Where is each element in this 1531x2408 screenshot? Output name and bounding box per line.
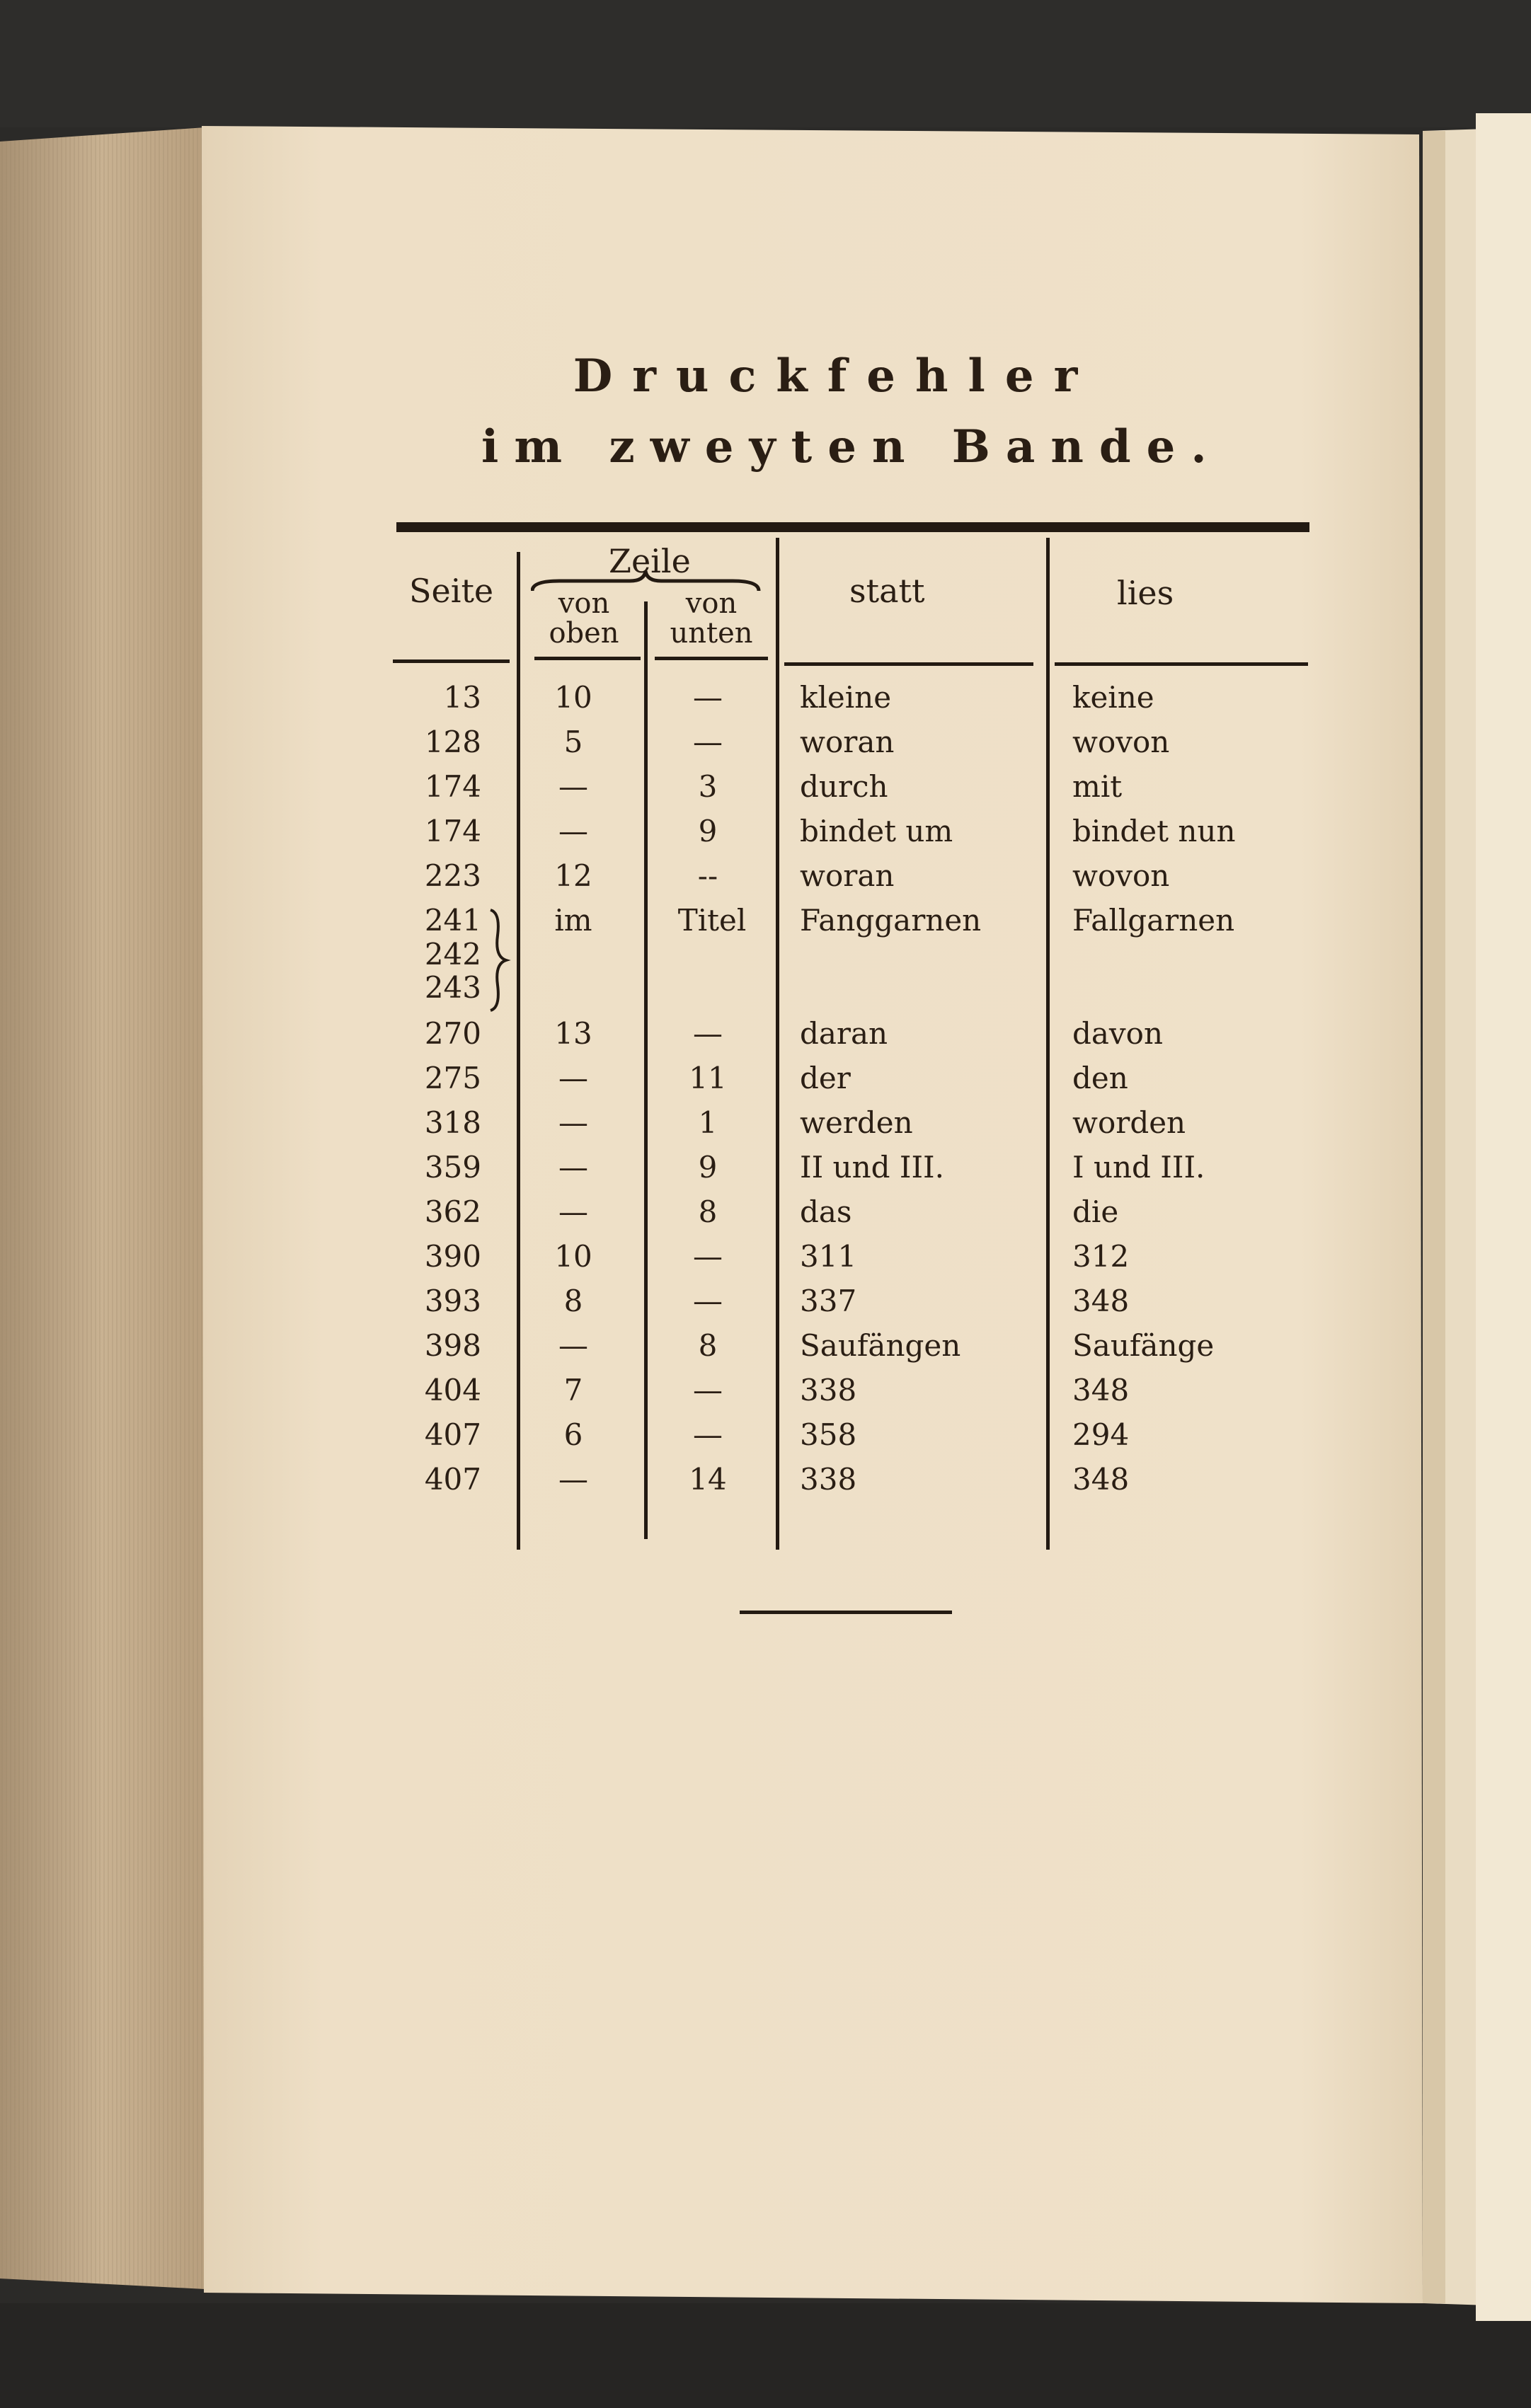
cell-von-oben: 6 bbox=[563, 1417, 583, 1452]
pages-brace bbox=[485, 907, 513, 1013]
cell-lies: davon bbox=[1072, 1016, 1163, 1051]
cell-statt: 338 bbox=[800, 1373, 857, 1407]
cell-von-unten: 1 bbox=[698, 1105, 718, 1140]
cell-statt: 358 bbox=[800, 1417, 857, 1452]
cell-lies: 348 bbox=[1072, 1373, 1130, 1407]
cell-seite: 223 bbox=[424, 858, 481, 893]
cell-lies: wovon bbox=[1072, 858, 1170, 893]
cell-von-oben: — bbox=[558, 769, 588, 804]
cell-von-unten: 8 bbox=[698, 1194, 718, 1229]
header-von-oben-2: oben bbox=[549, 617, 619, 650]
cell-von-oben: 5 bbox=[563, 725, 583, 759]
cell-seite: 318 bbox=[424, 1105, 481, 1140]
cell-statt: Fanggarnen bbox=[800, 903, 982, 938]
cell-von-oben: 10 bbox=[554, 680, 592, 715]
header-seite: Seite bbox=[409, 572, 494, 610]
cell-lies: Saufänge bbox=[1072, 1328, 1215, 1363]
cell-von-oben: — bbox=[558, 1462, 588, 1497]
cell-von-unten: — bbox=[693, 1417, 723, 1452]
header-rule-statt bbox=[784, 662, 1033, 666]
cell-von-oben: — bbox=[558, 1061, 588, 1095]
cell-lies: die bbox=[1072, 1194, 1119, 1229]
cell-von-unten: — bbox=[693, 1239, 723, 1274]
header-statt: statt bbox=[849, 572, 925, 610]
header-lies: lies bbox=[1117, 574, 1174, 612]
cell-statt: Saufängen bbox=[800, 1328, 961, 1363]
cell-von-unten: 9 bbox=[698, 1150, 718, 1185]
header-von-oben-1: von bbox=[558, 587, 610, 620]
cell-seite: 362 bbox=[424, 1194, 481, 1229]
cell-von-unten: — bbox=[693, 1284, 723, 1318]
header-rule-oben bbox=[534, 657, 641, 660]
cell-von-unten: 8 bbox=[698, 1328, 718, 1363]
cell-von-oben: 12 bbox=[554, 858, 592, 893]
cell-lies: mit bbox=[1072, 769, 1123, 804]
page-title: Druckfehler bbox=[573, 350, 1098, 403]
cell-von-oben: 8 bbox=[563, 1284, 583, 1318]
cell-seite: 407 bbox=[424, 1462, 481, 1497]
cell-seite: 404 bbox=[424, 1373, 481, 1407]
cell-lies: Fallgarnen bbox=[1072, 903, 1235, 938]
cell-seite: 128 bbox=[424, 725, 481, 759]
cell-seite: 359 bbox=[424, 1150, 481, 1185]
cell-statt: durch bbox=[800, 769, 888, 804]
cell-statt: woran bbox=[800, 725, 895, 759]
cell-statt: bindet um bbox=[800, 814, 953, 848]
cell-von-unten: — bbox=[693, 1016, 723, 1051]
cell-seite: 398 bbox=[424, 1328, 481, 1363]
cell-lies: worden bbox=[1072, 1105, 1186, 1140]
cell-seite: 390 bbox=[424, 1239, 481, 1274]
cell-von-unten: 14 bbox=[689, 1462, 727, 1497]
cell-von-oben: — bbox=[558, 1105, 588, 1140]
cell-seite: 242 bbox=[424, 937, 481, 972]
header-von-unten-1: von bbox=[685, 587, 738, 620]
cell-lies: bindet nun bbox=[1072, 814, 1236, 848]
cell-statt: 337 bbox=[800, 1284, 857, 1318]
header-zeile: Zeile bbox=[609, 542, 691, 580]
cell-von-unten: 9 bbox=[698, 814, 718, 848]
table-top-rule bbox=[396, 522, 1309, 532]
cell-lies: 312 bbox=[1072, 1239, 1130, 1274]
cell-seite: 407 bbox=[424, 1417, 481, 1452]
page-subtitle: im zweyten Bande. bbox=[481, 420, 1222, 473]
cell-seite: 174 bbox=[424, 814, 481, 848]
header-rule-unten bbox=[655, 657, 768, 660]
cell-lies: wovon bbox=[1072, 725, 1170, 759]
cell-lies: den bbox=[1072, 1061, 1128, 1095]
cell-von-oben: — bbox=[558, 814, 588, 848]
cell-statt: II und III. bbox=[800, 1150, 944, 1185]
cell-seite: 174 bbox=[424, 769, 481, 804]
cell-statt: 338 bbox=[800, 1462, 857, 1497]
cell-von-unten: -- bbox=[697, 858, 718, 893]
cell-von-unten: — bbox=[693, 725, 723, 759]
col-rule-4 bbox=[1046, 538, 1050, 1550]
cell-von-unten: Titel bbox=[677, 903, 747, 938]
cell-von-oben: 7 bbox=[563, 1373, 583, 1407]
closing-rule bbox=[740, 1611, 952, 1614]
col-rule-3 bbox=[776, 538, 779, 1550]
cell-lies: I und III. bbox=[1072, 1150, 1205, 1185]
cell-von-oben: 13 bbox=[554, 1016, 592, 1051]
cell-seite: 393 bbox=[424, 1284, 481, 1318]
cell-seite: 275 bbox=[424, 1061, 481, 1095]
cell-von-oben: — bbox=[558, 1150, 588, 1185]
cell-von-oben: 10 bbox=[554, 1239, 592, 1274]
cell-seite: 270 bbox=[424, 1016, 481, 1051]
cell-von-oben: — bbox=[558, 1328, 588, 1363]
header-von-unten-2: unten bbox=[670, 617, 753, 650]
cell-seite: 241 bbox=[424, 903, 481, 938]
cell-lies: 348 bbox=[1072, 1284, 1130, 1318]
cell-von-unten: — bbox=[693, 1373, 723, 1407]
cell-seite: 13 bbox=[443, 680, 481, 715]
cell-lies: 294 bbox=[1072, 1417, 1130, 1452]
cell-statt: kleine bbox=[800, 680, 892, 715]
header-rule-seite bbox=[393, 659, 510, 663]
cell-statt: das bbox=[800, 1194, 852, 1229]
cell-lies: 348 bbox=[1072, 1462, 1130, 1497]
cell-statt: 311 bbox=[800, 1239, 857, 1274]
cell-von-oben: — bbox=[558, 1194, 588, 1229]
cell-seite: 243 bbox=[424, 970, 481, 1005]
cell-statt: der bbox=[800, 1061, 851, 1095]
header-rule-lies bbox=[1055, 662, 1308, 666]
cell-statt: werden bbox=[800, 1105, 913, 1140]
cell-von-oben: im bbox=[554, 903, 592, 938]
cell-von-unten: — bbox=[693, 680, 723, 715]
cell-statt: daran bbox=[800, 1016, 888, 1051]
cell-statt: woran bbox=[800, 858, 895, 893]
cell-lies: keine bbox=[1072, 680, 1154, 715]
cell-von-unten: 3 bbox=[698, 769, 718, 804]
cell-von-unten: 11 bbox=[689, 1061, 727, 1095]
